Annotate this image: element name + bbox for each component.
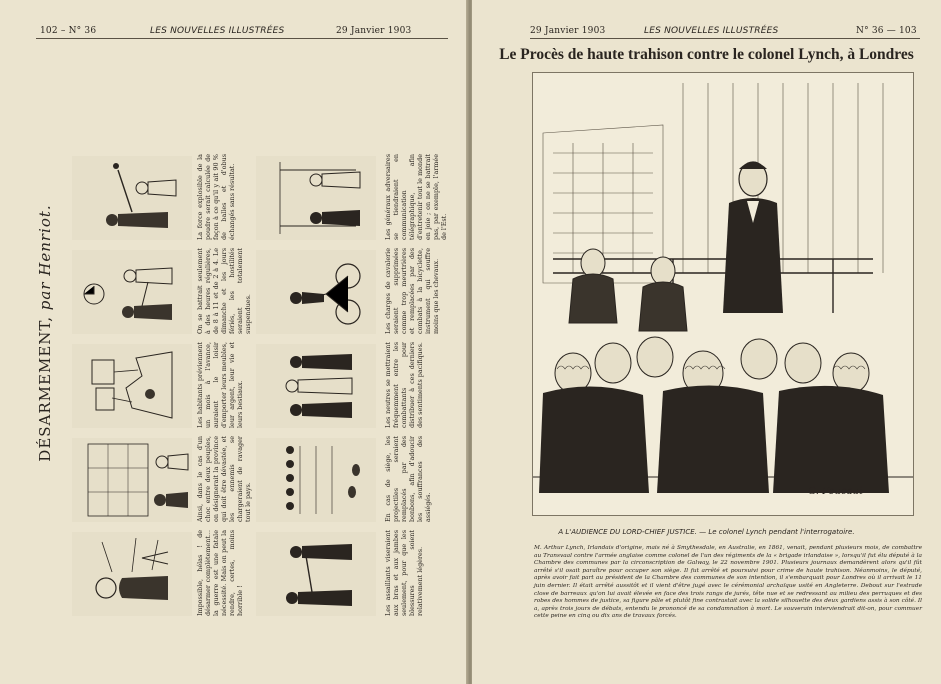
courtroom-drawing — [533, 73, 913, 515]
cartoon-panel — [252, 246, 442, 338]
cartoon-panel — [68, 152, 256, 244]
cartoon-illustration — [72, 532, 192, 616]
cartoon-illustration — [256, 156, 376, 240]
article-title: Le Procès de haute trahison contre le colonel Lynch, à Londres — [499, 46, 914, 63]
series-title-text: DÉSARMEMENT, — [36, 316, 54, 462]
cartoon-panel — [68, 528, 256, 620]
left-page-number: 102 – N° 36 — [40, 26, 97, 36]
series-author: par Henriot. — [36, 204, 54, 311]
left-publication-name: LES NOUVELLES ILLUSTRÉES — [150, 26, 285, 36]
caption-heading: A L'AUDIENCE DU LORD-CHIEF JUSTICE. — [558, 528, 697, 536]
caption-text: — Le colonel Lynch pendant l'interrogatoire. — [699, 528, 855, 536]
cartoon-panel — [252, 152, 448, 244]
cartoon-illustration — [72, 438, 192, 522]
series-title — [36, 42, 62, 624]
cartoon-caption: Les généraux adversaires se tiendraient en communication télégraphique, afin d'entretenir tout le monde en joie ; on ne se battrait pas, par exemple, l'armée de l'Est. — [384, 154, 448, 240]
cartoon-illustration — [72, 344, 192, 428]
artist-signature: G. Foucaut — [808, 486, 863, 497]
cartoon-panel — [68, 246, 256, 338]
cartoon-illustration — [72, 250, 192, 334]
cartoon-illustration — [256, 438, 376, 522]
cartoon-band-top — [68, 42, 256, 624]
cartoon-grid-frame — [36, 42, 446, 624]
cartoon-caption: Les neutres se mettraient fréquemment entre les combattants pour distribuer à ces derniers des sentiments pacifiques. — [384, 342, 424, 428]
cartoon-grid — [36, 42, 446, 624]
cartoon-panel — [252, 528, 442, 620]
cartoon-panel — [68, 434, 256, 526]
cartoon-illustration — [256, 344, 376, 428]
cartoon-panel — [68, 340, 256, 432]
right-publication-name: LES NOUVELLES ILLUSTRÉES — [644, 26, 779, 36]
cartoon-panel — [252, 434, 442, 526]
cartoon-caption: On se battrait seulement à des heures régulières, de 8 à 11 et de 2 à 4. Le dimanche et les jours fériés, les hostilités seraient totalement suspendues. — [196, 248, 252, 334]
cartoon-caption: Les habitants préviennent un mois à l'avance, auraient le loisir d'emporter leurs meubles, leur argent, leur vie et leurs bestiaux. — [196, 342, 244, 428]
cartoon-caption: Ainsi, dans le cas d'un choc entre deux peuples, on désignerait la province qui doit être dévastée, et les ennemis se chargeraient de ravager tout le pays. — [196, 436, 252, 522]
cartoon-panel — [252, 340, 442, 432]
right-page-number: N° 36 — 103 — [856, 26, 917, 36]
illustration-caption — [472, 528, 941, 536]
cartoon-illustration — [72, 156, 192, 240]
right-date: 29 Janvier 1903 — [530, 26, 606, 36]
cartoon-caption: En cas de siège, les projectiles seraient remplacés par des bonbons, afin d'adoucir les souffrances des assiégés. — [384, 436, 432, 522]
right-header-rule — [530, 38, 920, 39]
cartoon-caption: Impossible, hélas ! de désarmer complètement... la guerre est une fatale nécessité. Mais on peut la rendre, certes, moins horrible ! — [196, 530, 244, 616]
left-page — [0, 0, 468, 684]
article-body: M. Arthur Lynch, Irlandais d'origine, mais né à Smythesdale, en Australie, en 1861, venait, pendant plusieurs mois, de combattre au Transvaal contre l'armée anglaise comme colonel de l'un des régiments de la « brigade irlandaise », lorsqu'il fut élu député à la Chambre des communes par la circonscription de Galway, le 22 novembre 1901. Plusieurs journaux demandèrent alors qu'il fût arrêté s'il osait paraître pour occuper son siège. Il fut arrêté et poursuivi pour crime de haute trahison. Néanmoins, le député, après avoir fait part au président de la Chambre des communes de son intention, il s'embarquait pour Londres où il arrivait le 11 juin dernier. Il était arrêté aussitôt et il vient d'être jugé avec le cérémonial archaïque usité en Angleterre. Debout sur l'estrade close de barreaux qu'on lui avait élevée en face des trois rangs de jurés, tête nue et se redressant au milieu des perruques et des robes des hommes de justice, sa figure pâle et plutôt fine contrastait avec la solide silhouette des deux gardiens assis à son côté. Il a, après trois jours de débats, entendu le prononcé de sa condamnation à mort. Le souverain interviendrait dit-on, pour commuer cette peine en cinq ou dix ans de travaux forcés. — [534, 545, 922, 620]
cartoon-illustration — [256, 532, 376, 616]
left-header-rule — [36, 38, 448, 39]
cartoon-caption: Les charges de cavalerie seraient supprimées comme trop meurtrières et remplacées par des combats à la bicyclette, instrument qui souffre moins que les chevaux. — [384, 248, 440, 334]
courtroom-illustration — [532, 72, 914, 516]
cartoon-band-bottom — [252, 42, 448, 624]
cartoon-caption: La force explosible de la poudre serait calculée de façon à ce qu'il y ait 90 % de balles et d'obus échangés sans résultat. — [196, 154, 236, 240]
cartoon-caption: Les assaillants viseraient aux bras et aux jambes seulement, pour que les blessures soient relativement légères. — [384, 530, 424, 616]
right-page — [472, 0, 941, 684]
left-date: 29 Janvier 1903 — [336, 26, 412, 36]
cartoon-illustration — [256, 250, 376, 334]
